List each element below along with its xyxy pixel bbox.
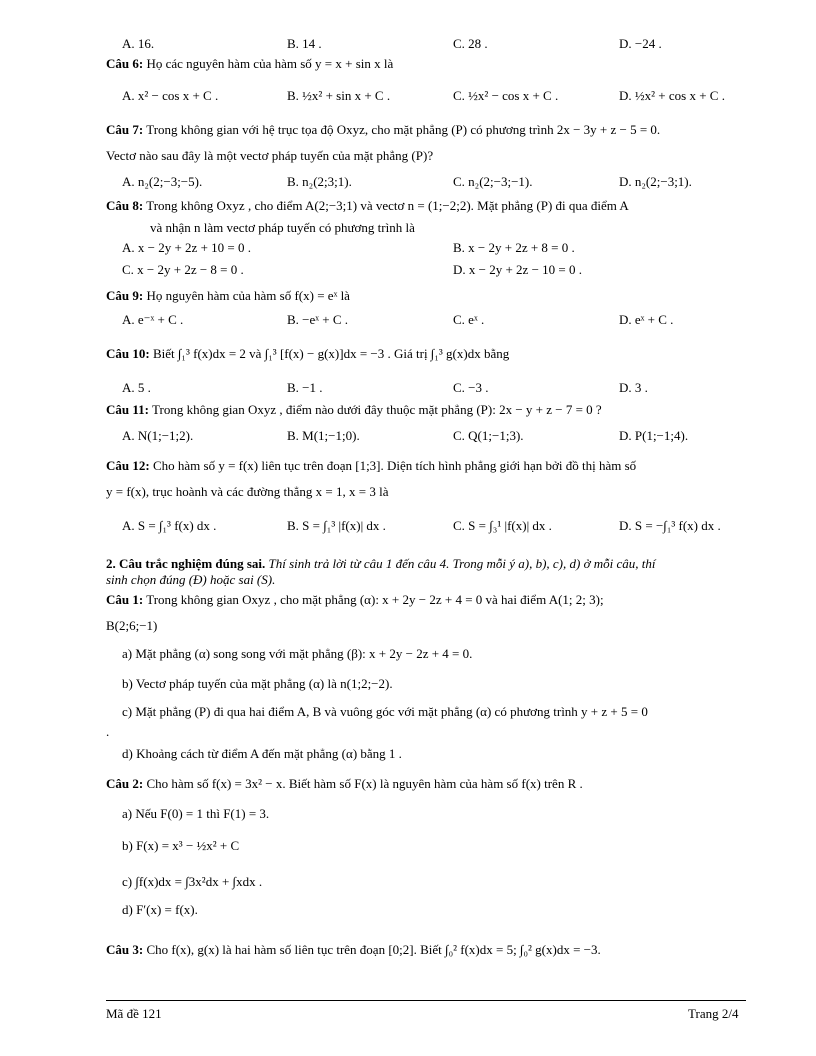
q9-label: Câu 9: xyxy=(106,288,144,303)
tf1-label: Câu 1: xyxy=(106,592,144,607)
q10-text: Biết ∫₁³ f(x)dx = 2 và ∫₁³ [f(x) − g(x)]dx = −3 . Giá trị ∫₁³ g(x)dx bằng xyxy=(152,346,510,361)
q12-stem-line1 xyxy=(106,458,636,474)
tf3-label: Câu 3: xyxy=(106,942,144,957)
q6-stem xyxy=(106,56,393,72)
q11-stem xyxy=(106,402,602,418)
q11-label: Câu 11: xyxy=(106,402,149,417)
q5-options xyxy=(0,36,816,56)
q10-option-a: A. 5 . xyxy=(122,380,151,395)
q7-option-a: A. n₂(2;−3;−5). xyxy=(122,174,203,189)
q8-option-a: A. x − 2y + 2z + 10 = 0 . xyxy=(122,240,251,255)
section2-heading xyxy=(106,556,656,572)
q11-option-b: B. M(1;−1;0). xyxy=(287,428,360,443)
q11-option-d: D. P(1;−1;4). xyxy=(619,428,689,443)
q5-option-c: C. 28 . xyxy=(453,36,488,51)
tf2-item-a: a) Nếu F(0) = 1 thì F(1) = 3. xyxy=(122,806,270,821)
tf1-text1: Trong không gian Oxyz , cho mặt phẳng (α): x + 2y − 2z + 4 = 0 và hai điểm A(1; 2; 3); xyxy=(146,592,604,607)
tf2-text: Cho hàm số f(x) = 3x² − x. Biết hàm số F(x) là nguyên hàm của hàm số f(x) trên R . xyxy=(146,776,583,791)
q10-option-b: B. −1 . xyxy=(287,380,323,395)
tf1-item-c: c) Mặt phẳng (P) đi qua hai điểm A, B và vuông góc với mặt phẳng (α) có phương trình y + z + 5 = 0 xyxy=(122,704,648,719)
q9-text: Họ nguyên hàm của hàm số f(x) = eˣ là xyxy=(146,288,350,303)
q8-option-c: C. x − 2y + 2z − 8 = 0 . xyxy=(122,262,244,277)
q8-label: Câu 8: xyxy=(106,198,144,213)
q11-options xyxy=(0,428,816,448)
section2-instructions-1: Thí sinh trả lời từ câu 1 đến câu 4. Trong mỗi ý a), b), c), d) ở mỗi câu, thí xyxy=(268,556,656,571)
tf1-stem-line2: B(2;6;−1) xyxy=(106,618,158,633)
q6-option-a: A. x² − cos x + C . xyxy=(122,88,219,103)
q5-option-b: B. 14 . xyxy=(287,36,322,51)
q7-option-d: D. n₂(2;−3;1). xyxy=(619,174,692,189)
q9-stem xyxy=(106,288,350,304)
q12-option-a: A. S = ∫₁³ f(x) dx . xyxy=(122,518,217,533)
q6-option-d: D. ½x² + cos x + C . xyxy=(619,88,725,103)
q6-option-b: B. ½x² + sin x + C . xyxy=(287,88,391,103)
q10-option-d: D. 3 . xyxy=(619,380,648,395)
tf2-label: Câu 2: xyxy=(106,776,144,791)
tf1-item-b: b) Vectơ pháp tuyến của mặt phẳng (α) là n(1;2;−2). xyxy=(122,676,393,691)
q6-text: Họ các nguyên hàm của hàm số y = x + sin x là xyxy=(146,56,394,71)
q7-option-b: B. n₂(2;3;1). xyxy=(287,174,352,189)
q8-stem-line1 xyxy=(106,198,629,214)
section2-title: 2. Câu trắc nghiệm đúng sai. xyxy=(106,556,266,571)
tf2-stem xyxy=(106,776,583,792)
q12-option-d: D. S = −∫₁³ f(x) dx . xyxy=(619,518,721,533)
q8-stem-line2: và nhận n làm vectơ pháp tuyến có phương trình là xyxy=(150,220,415,235)
q8-option-b: B. x − 2y + 2z + 8 = 0 . xyxy=(453,240,575,255)
q8-option-d: D. x − 2y + 2z − 10 = 0 . xyxy=(453,262,582,277)
q9-option-b: B. −eˣ + C . xyxy=(287,312,349,327)
tf1-item-c-tail: . xyxy=(106,724,110,739)
q11-option-c: C. Q(1;−1;3). xyxy=(453,428,524,443)
q11-text: Trong không gian Oxyz , điểm nào dưới đây thuộc mặt phẳng (P): 2x − y + z − 7 = 0 ? xyxy=(152,402,602,417)
tf1-stem-line1 xyxy=(106,592,604,608)
q10-option-c: C. −3 . xyxy=(453,380,489,395)
tf3-text: Cho f(x), g(x) là hai hàm số liên tục trên đoạn [0;2]. Biết ∫₀² f(x)dx = 5; ∫₀² g(x)dx = −3. xyxy=(146,942,601,957)
q12-stem-line2: y = f(x), trục hoành và các đường thẳng x = 1, x = 3 là xyxy=(106,484,389,499)
q6-options xyxy=(0,88,816,108)
q12-options xyxy=(0,518,816,538)
q5-option-a: A. 16. xyxy=(122,36,155,51)
footer-page-number: Trang 2/4 xyxy=(688,1006,739,1021)
tf1-item-d: d) Khoảng cách từ điểm A đến mặt phẳng (α) bằng 1 . xyxy=(122,746,402,761)
q7-stem-line1 xyxy=(106,122,660,138)
q7-option-c: C. n₂(2;−3;−1). xyxy=(453,174,533,189)
tf2-item-b: b) F(x) = x³ − ½x² + C xyxy=(122,838,240,853)
footer-divider xyxy=(106,1000,746,1001)
tf3-stem xyxy=(106,942,601,958)
q5-option-d: D. −24 . xyxy=(619,36,662,51)
tf2-item-c: c) ∫f(x)dx = ∫3x²dx + ∫xdx . xyxy=(122,874,263,889)
q7-label: Câu 7: xyxy=(106,122,144,137)
q6-label: Câu 6: xyxy=(106,56,144,71)
footer-exam-code: Mã đề 121 xyxy=(106,1006,162,1021)
q9-option-c: C. eˣ . xyxy=(453,312,485,327)
q7-text1: Trong không gian với hệ trục tọa độ Oxyz, cho mặt phẳng (P) có phương trình 2x − 3y + z − 5 = 0. xyxy=(146,122,661,137)
q6-option-c: C. ½x² − cos x + C . xyxy=(453,88,559,103)
q12-text1: Cho hàm số y = f(x) liên tục trên đoạn [1;3]. Diện tích hình phẳng giới hạn bởi đồ thị hàm số xyxy=(152,458,637,473)
q12-label: Câu 12: xyxy=(106,458,150,473)
q11-option-a: A. N(1;−1;2). xyxy=(122,428,194,443)
q10-stem xyxy=(106,346,509,362)
q7-stem-line2: Vectơ nào sau đây là một vectơ pháp tuyến của mặt phẳng (P)? xyxy=(106,148,434,163)
q10-options xyxy=(0,380,816,400)
q12-option-c: C. S = ∫₃¹ |f(x)| dx . xyxy=(453,518,552,533)
q9-option-d: D. eˣ + C . xyxy=(619,312,674,327)
q9-option-a: A. e⁻ˣ + C . xyxy=(122,312,184,327)
q8-options-row1 xyxy=(0,240,816,260)
q8-options-row2 xyxy=(0,262,816,282)
q7-options xyxy=(0,174,816,194)
q8-text1: Trong không Oxyz , cho điểm A(2;−3;1) và vectơ n = (1;−2;2). Mặt phẳng (P) đi qua điểm A xyxy=(146,198,629,213)
tf2-item-d: d) F′(x) = f(x). xyxy=(122,902,198,917)
section2-instructions-2: sinh chọn đúng (Đ) hoặc sai (S). xyxy=(106,572,276,587)
q9-options xyxy=(0,312,816,332)
q12-option-b: B. S = ∫₁³ |f(x)| dx . xyxy=(287,518,386,533)
tf1-item-a: a) Mặt phẳng (α) song song với mặt phẳng (β): x + 2y − 2z + 4 = 0. xyxy=(122,646,473,661)
q10-label: Câu 10: xyxy=(106,346,150,361)
